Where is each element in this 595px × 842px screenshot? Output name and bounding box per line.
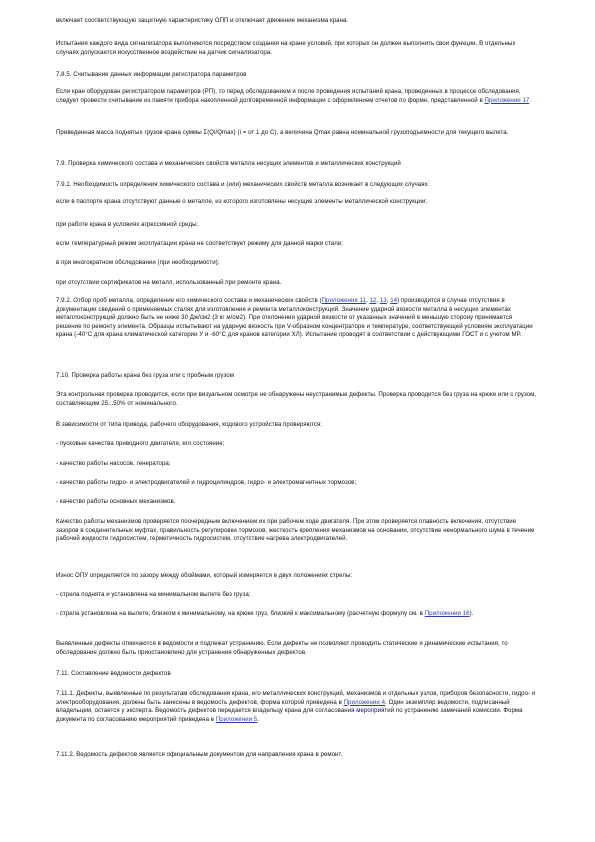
list-item <box>56 610 539 619</box>
appendix-11-link[interactable]: Приложения 11 <box>321 297 366 304</box>
paragraph: В зависимости от типа привода, рабочего оборудования, ходового устройства проверяются: <box>56 421 323 428</box>
paragraph-text: . <box>257 715 260 723</box>
paragraph: 7.9.2. Отбор проб металла, определение его химического состава и механических свойств (Приложения 11, 12, 13, 14) производится в случае отсутствия в документации сведений о применяемых сталях для изготовления и ремонта металлоконструкций. Значение ударной вязкости металла в несущих элементах металлоконструкций должно быть не ниже 30 Дж/см2 (3 кг м/см2). При отклонении ударной вязкости от указанных значений в меньшую сторону принимается решение по ремонту элемента. Образцы испытывают на ударную вязкость при V-образном концентраторе и температуре, соответствующей условиям эксплуатации крана (-40°С для крана климатической категории У и -60°С для кранов категории ХЛ). Испытание проводят в соответствии с действующими ГОСТ и с учетом МР. <box>56 297 533 339</box>
section-heading-7-8-5: 7.8.5. Считывание данных информации регистратора параметров <box>56 71 247 78</box>
paragraph-text: Если кран оборудован регистратором параметров (РП), то перед обследованием и после проведения испытаний крана, проведенных в процессе обследования, следует провести считывание из памяти прибора накопленной долговременной информации с оформлением отчетов по форме, представленной в <box>56 88 521 104</box>
list-item: - пусковые качества приводного двигателя, его состояние; <box>56 440 225 447</box>
paragraph-text: 7.9.2. Отбор проб металла, определение его химического состава и механических свойств ( <box>56 297 322 304</box>
appendix-4-link[interactable]: Приложении 4 <box>343 698 386 706</box>
paragraph: включает соответствующую защитную характеристику ОПП и отключает движение механизма крана. <box>56 17 349 24</box>
list-item: если в паспорте крана отсутствуют данные о металле, из которого изготовлены несущие элементы металлической конструкции; <box>56 198 427 205</box>
section-heading-7-11: 7.11. Составление ведомости дефектов <box>56 670 171 677</box>
list-item: - качество работы основных механизмов. <box>56 498 176 505</box>
paragraph <box>56 690 539 724</box>
appendix-16-link[interactable]: Приложении 16 <box>424 610 470 617</box>
paragraph: Эта контрольная проверка проводится, если при визуальном осмотре не обнаружены неустранимые дефекты. Проверка проводится без груза на крюке или с грузом, составляющим 25...50% от номинального. <box>56 391 537 407</box>
paragraph-text: 7.11.1. Дефекты, выявленные по результатам обследования крана, его металлических конструкций, механизмов и отдельных узлов, приборов безопасности, гидро- и электрооборудования, должны быть занесены в ведомость дефектов, форма которой приведена в <box>56 690 536 706</box>
list-item: при отсутствии сертификатов на металл, использованный при ремонте крана. <box>56 279 282 286</box>
paragraph: 7.11.2. Ведомость дефектов является официальным документом для направления крана в ремонт. <box>56 751 343 758</box>
list-item: - качество работы насосов, генератора; <box>56 460 171 467</box>
paragraph: Износ ОПУ определяется по зазору между обоймами, который измеряется в двух положениях стрелы: <box>56 572 353 579</box>
list-item: в при многократном обследовании (при необходимости); <box>56 259 220 266</box>
paragraph: Выявленные дефекты отмечаются в ведомости и подлежат устранению. Если дефекты не позволяют проводить статические и динамические испытания, то обследование должно быть приостановлено для устранения обнаруженных дефектов. <box>56 640 508 656</box>
paragraph-text: ). <box>469 610 474 617</box>
list-item: если температурный режим эксплуатации крана не соответствует режиму для данной марки стали; <box>56 240 344 247</box>
list-item: при работе крана в условиях агрессивной среды; <box>56 221 199 228</box>
paragraph-text: . Один экземпляр ведомости, подписанный владельцем, остается у эксперта. Ведомость дефектов передается владельцу крана для согласования мероприятий по устранению замечаний комиссии. Форма документа по согласованию мероприятий приведена в <box>56 698 523 723</box>
section-heading-7-10: 7.10. Проверка работы крана без груза или с пробным грузом <box>56 372 234 379</box>
appendix-13-link[interactable]: 13 <box>379 297 387 304</box>
paragraph <box>56 88 539 105</box>
section-heading-7-9: 7.9. Проверка химического состава и механических свойств металла несущих элементов и металлических конструкций <box>56 160 401 167</box>
paragraph: Приведенная масса поднятых грузов крана суммы Σ(Qi/Qmax) (i = от 1 до C), а величина Qmax равна номинальной грузоподъемности для текущего вылета. <box>56 129 509 136</box>
list-item: - стрела поднята и установлена на минимальном вылете без груза; <box>56 591 251 598</box>
appendix-14-link[interactable]: 14 <box>390 297 398 304</box>
appendix-12-link[interactable]: 12 <box>369 297 377 304</box>
paragraph-text: . <box>529 96 532 104</box>
paragraph-text: ) производится в случае отсутствия в документации сведений о применяемых сталях для изготовления и ремонта металлоконструкций. Значение ударной вязкости металла в несущих элементах металлоконструкций должно быть не ниже 30 Дж/см2 (3 кг м/см2). При отклонении ударной вязкости от указанных значений в меньшую сторону принимается решение по ремонту элемента. Образцы испытывают на ударную вязкость при V-образном концентраторе и температуре, соответствующей условиям эксплуатации крана (-40°С для крана климатической категории У и -60°С для кранов категории ХЛ). Испытание проводят в соответствии с действующими ГОСТ и с учетом МР. <box>56 297 533 339</box>
paragraph: Испытания каждого вида сигнализатора выполняются посредством создания на кране условий, при которых он должен выполнить свои функции. В отдельных случаях допускается искусственное воздействие на датчик сигнализатора. <box>56 40 516 56</box>
paragraph: 7.9.1. Необходимость определения химического состава и (или) механических свойств металла возникает в следующих случаях: <box>56 181 430 188</box>
paragraph-text: - стрела установлена на вылете, близком к минимальному, на крюке груз, близкий к максимальному (расчетную формулу см. в <box>56 610 425 617</box>
appendix-5-link[interactable]: Приложении 5 <box>215 715 258 723</box>
paragraph: Качество работы механизмов проверяется поочередным включением их при рабочем ходе двигателя. При этом проверяется плавность включения, отсутствие зазоров в соединительных муфтах, правильность регулировки тормозов, жесткость крепления механизмов на основании, отсутствие ненормального шума в течение рабочей жидкости гидросистем, герметичность гидросистем, отсутствие нагрева электродвигателей. <box>56 518 535 543</box>
appendix-17-link[interactable]: Приложении 17 <box>484 96 530 104</box>
list-item: - качество работы гидро- и электродвигателей и гидроцилиндров, гидро- и электромагнитных тормозов; <box>56 479 357 486</box>
